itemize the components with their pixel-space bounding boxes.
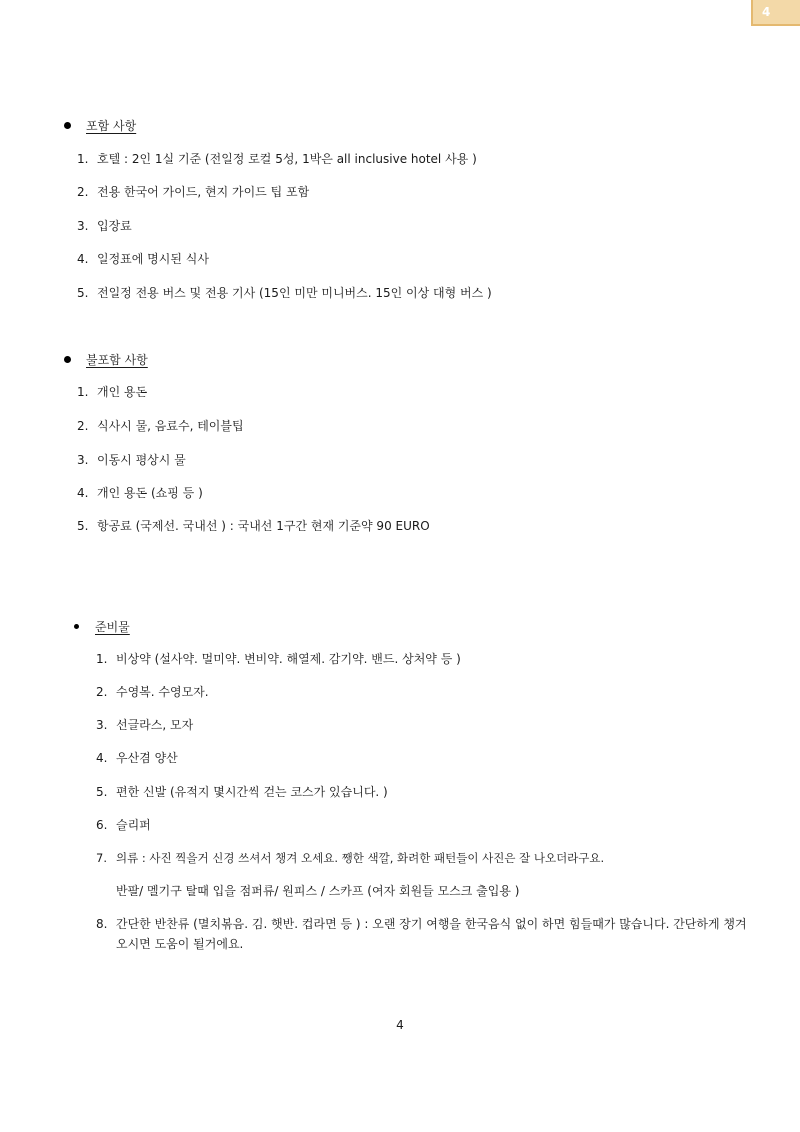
excluded-section-heading — [64, 351, 148, 368]
item-number: 5. — [96, 785, 108, 799]
item-number: 4. — [77, 486, 89, 500]
bullet-icon — [64, 356, 71, 363]
item-number: 3. — [96, 718, 108, 732]
preparation-item-continuation — [116, 883, 519, 899]
item-number: 5. — [77, 286, 89, 300]
item-number: 4. — [96, 751, 108, 765]
item-text: 호텔 : 2인 1실 기준 (전일정 로컬 5성, 1박은 all inclusive hotel 사용 ) — [97, 152, 477, 166]
preparation-item — [96, 750, 178, 766]
item-text: 입장료 — [97, 219, 132, 233]
page-number: 4 — [396, 1018, 404, 1032]
included-section-title: 포함 사항 — [86, 119, 137, 133]
item-text: 간단한 반찬류 (멸치볶음. 김. 햇반. 컵라면 등 ) : 오랜 장기 여행을 한국음식 없이 하면 힘들때가 많습니다. 간단하게 챙겨 오시면 도움이 될거에요. — [116, 917, 747, 951]
item-text: 식사시 물, 음료수, 테이블팁 — [97, 419, 244, 433]
excluded-item — [77, 384, 147, 400]
included-item — [77, 251, 209, 267]
preparation-item — [96, 651, 461, 667]
preparation-section-title: 준비물 — [95, 620, 130, 634]
bullet-icon — [74, 624, 79, 629]
item-number: 1. — [77, 385, 89, 399]
item-text: 이동시 평상시 물 — [97, 453, 186, 467]
item-text: 일정표에 명시된 식사 — [97, 252, 209, 266]
item-text: 전일정 전용 버스 및 전용 기사 (15인 미만 미니버스. 15인 이상 대형 버스 ) — [97, 286, 492, 300]
excluded-item — [77, 418, 244, 434]
page-number-tab — [751, 0, 800, 26]
excluded-item — [77, 518, 430, 534]
item-text: 수영복. 수영모자. — [116, 685, 209, 699]
item-text: 의류 : 사진 찍을거 신경 쓰셔서 챙겨 오세요. 쨍한 색깔, 화려한 패턴들이 사진은 잘 나오더라구요. — [116, 851, 605, 865]
preparation-section-heading — [74, 618, 130, 635]
excluded-item — [77, 452, 186, 468]
item-text: 슬리퍼 — [116, 818, 151, 832]
item-text: 비상약 (설사약. 멀미약. 변비약. 해열제. 감기약. 밴드. 상처약 등 ) — [116, 652, 461, 666]
item-number: 5. — [77, 519, 89, 533]
excluded-item — [77, 485, 203, 501]
item-number: 2. — [77, 419, 89, 433]
item-number: 2. — [96, 685, 108, 699]
item-number: 6. — [96, 818, 108, 832]
item-number: 3. — [77, 219, 89, 233]
item-number: 4. — [77, 252, 89, 266]
preparation-item — [96, 914, 756, 954]
preparation-item — [96, 717, 193, 733]
item-text: 반팔/ 멜기구 탈때 입을 점퍼류/ 원피스 / 스카프 (여자 회원들 모스크 출입용 ) — [116, 884, 520, 898]
item-number: 8. — [96, 917, 108, 931]
excluded-section-title: 불포함 사항 — [86, 353, 148, 367]
item-text: 편한 신발 (유적지 몇시간씩 걷는 코스가 있습니다. ) — [116, 785, 388, 799]
item-text: 개인 용돈 — [97, 385, 148, 399]
item-number: 1. — [96, 652, 108, 666]
included-item — [77, 151, 477, 167]
item-text: 선글라스, 모자 — [116, 718, 194, 732]
item-text: 우산겸 양산 — [116, 751, 178, 765]
item-number: 1. — [77, 152, 89, 166]
bullet-icon — [64, 122, 71, 129]
page-tab-number: 4 — [762, 5, 771, 19]
preparation-item — [96, 784, 388, 800]
preparation-item — [96, 684, 209, 700]
item-number: 3. — [77, 453, 89, 467]
item-text: 개인 용돈 (쇼핑 등 ) — [97, 486, 203, 500]
included-section-heading — [64, 117, 136, 134]
preparation-item — [96, 817, 151, 833]
item-number: 7. — [96, 851, 107, 865]
item-text: 항공료 (국제선. 국내선 ) : 국내선 1구간 현재 기준약 90 EURO — [97, 519, 430, 533]
item-number: 2. — [77, 185, 89, 199]
included-item — [77, 184, 309, 200]
preparation-item — [96, 850, 604, 866]
item-text: 전용 한국어 가이드, 현지 가이드 팁 포함 — [97, 185, 310, 199]
included-item — [77, 218, 132, 234]
included-item — [77, 285, 492, 301]
